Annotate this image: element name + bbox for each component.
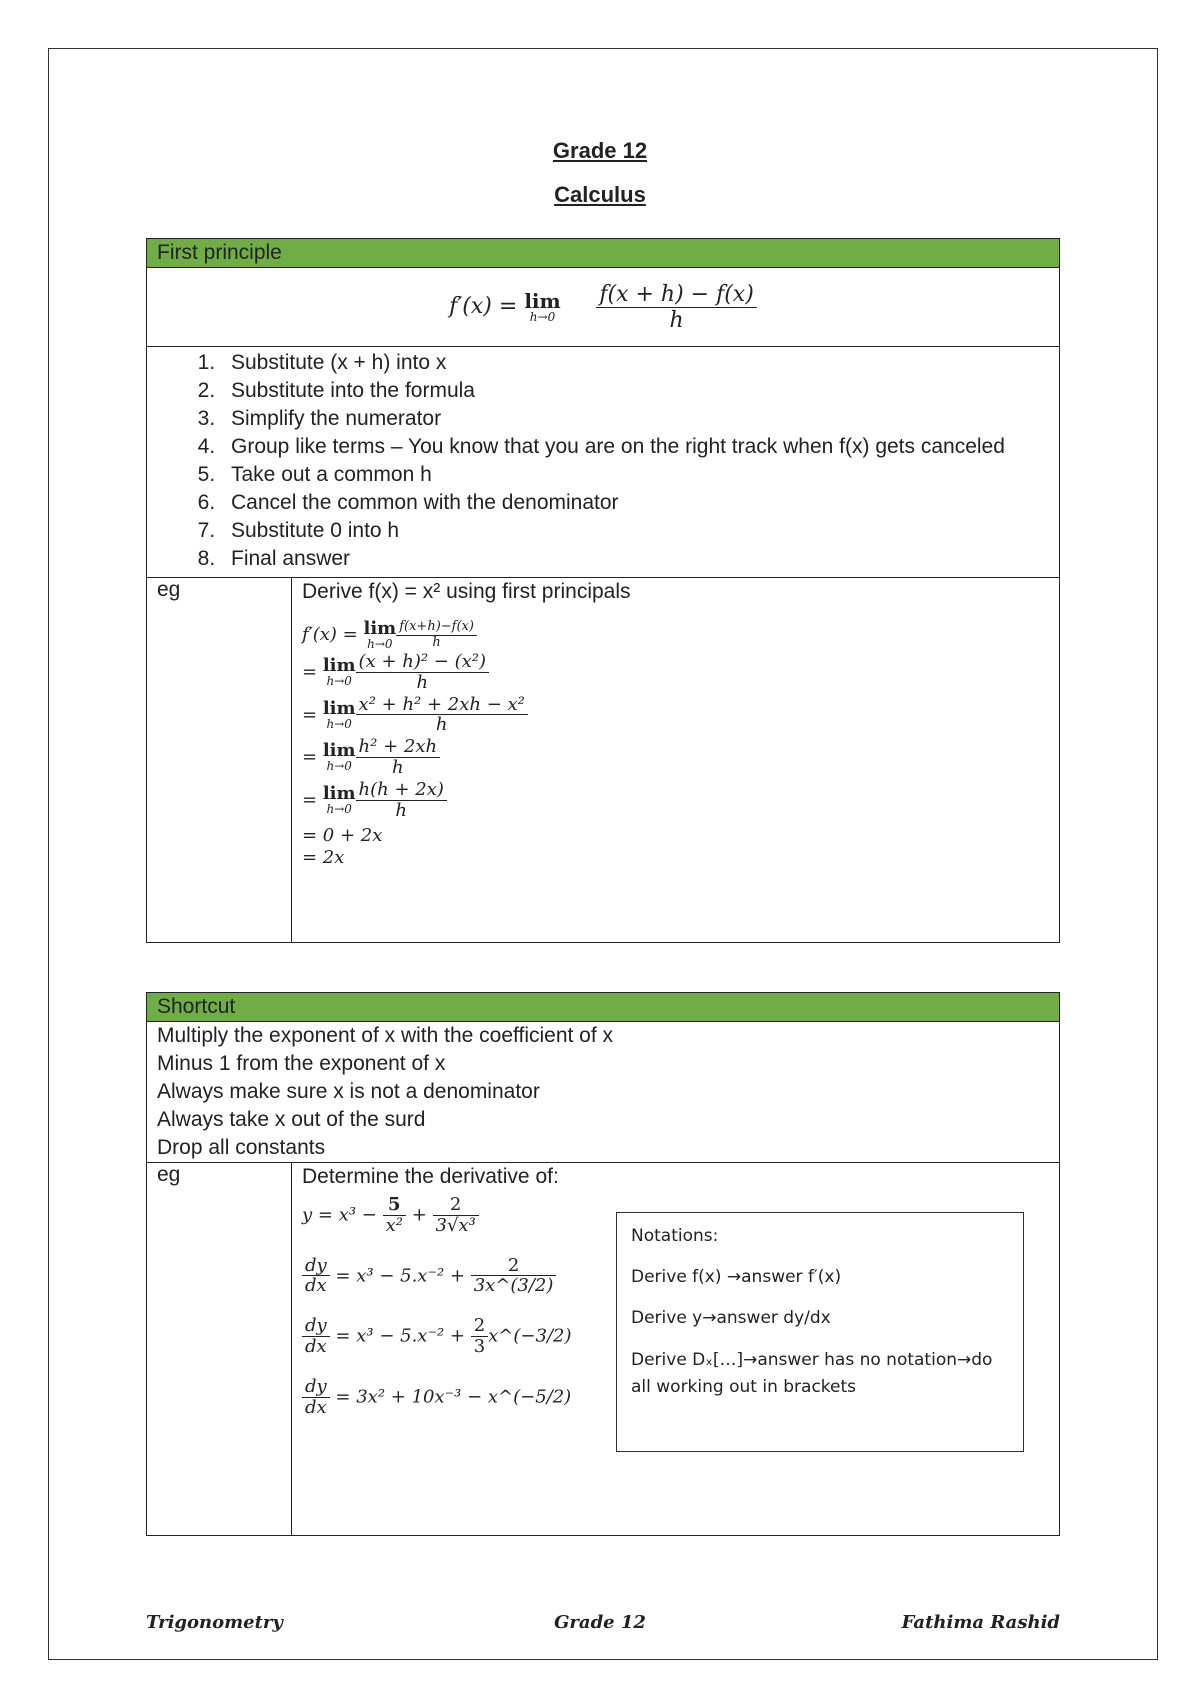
work-steps [302,620,1049,868]
deriv-line-1: y = x³ − $\frac{5}{\text{x²}}$ + $\frac{2}{\text{3√x³}}$ [302,1195,1049,1236]
formula-denominator: h [669,307,684,333]
grade-heading: Grade 12 [552,138,648,163]
rule-item: Minus 1 from the exponent of x [157,1052,446,1075]
footer-left: Trigonometry [146,1612,283,1633]
notation-item: Derive y→answer dy/dx [631,1308,831,1329]
step-item: 6. Cancel the common with the denominator [221,489,1059,517]
notation-item: Derive Dₓ[…]→answer has no notation→do all working out in brackets [631,1349,993,1397]
topic-heading: Calculus [554,182,646,207]
formula-fraction [596,282,756,333]
rule-item: Always take x out of the surd [157,1108,426,1131]
lim-sub: h→0 [529,310,556,324]
formula-lhs: f′(x) = [449,293,525,319]
rule-item: Drop all constants [157,1136,326,1159]
eg-label: eg [147,578,292,943]
steps-list [147,349,1059,573]
step-item: 8. Final answer [221,545,1059,573]
shortcut-eg-prompt: Determine the derivative of: [302,1165,559,1188]
step-item: 3. Simplify the numerator [221,405,1059,433]
work-row: = lim h→0 $\frac{\text{(x + h)² − (x²)}}{h}$ [302,652,1049,693]
formula-limit [524,291,560,323]
rule-item: Always make sure x is not a denominator [157,1080,540,1103]
step-item: 4. Group like terms – You know that you are on the right track when f(x) gets canceled [221,433,1059,461]
first-principle-formula [147,268,1060,347]
work-row: = lim h→0 $\frac{h(h + 2x)}{h}$ [302,780,1049,821]
work-row: f′(x) = lim h→0 $\frac{f(x+h)-f(x)}{h}$ [302,620,1049,650]
work-row: = lim h→0 $\frac{\text{h² + 2xh}}{h}$ [302,737,1049,778]
footer-right: Fathima Rashid [901,1612,1060,1633]
deriv-line-4: $\frac{dy}{dx}$ = 3x² + 10x⁻³ − x^(−5/2) [302,1377,1049,1418]
steps-cell [147,347,1060,578]
shortcut-header: Shortcut [147,993,1060,1022]
shortcut-rules [147,1022,1060,1163]
work-row: = lim h→0 $\frac{\text{x² + h² + 2xh − x²}}{h}$ [302,695,1049,736]
formula-numerator: f(x + h) − f(x) [596,282,756,308]
step-item: 5. Take out a common h [221,461,1059,489]
work-row: = 0 + 2x [302,825,383,847]
notations-box [616,1212,1024,1452]
step-item: 7. Substitute 0 into h [221,517,1059,545]
work-row: = 2x [302,847,345,869]
eg-content [292,578,1060,943]
footer-center: Grade 12 [554,1612,646,1633]
shortcut-eg-label: eg [147,1163,292,1536]
step-item: 1. Substitute (x + h) into x [221,349,1059,377]
lim-word: lim [524,289,561,313]
deriv-line-2: $\frac{dy}{dx}$ = x³ − 5.x⁻² + $\frac{2}{3x\^{}(3/2)}$ [302,1256,1049,1297]
notation-item: Derive f(x) →answer f′(x) [631,1267,842,1288]
eg-prompt: Derive f(x) = x² using first principals [302,580,631,603]
first-principle-table [146,238,1060,943]
first-principle-header: First principle [147,239,1060,268]
deriv-line-3: $\frac{dy}{dx}$ = x³ − 5.x⁻² + $\frac{2}{3}$ x^(−3/2) [302,1316,1049,1357]
rule-item: Multiply the exponent of x with the coefficient of x [157,1024,614,1047]
notations-title: Notations: [631,1226,719,1246]
step-item: 2. Substitute into the formula [221,377,1059,405]
